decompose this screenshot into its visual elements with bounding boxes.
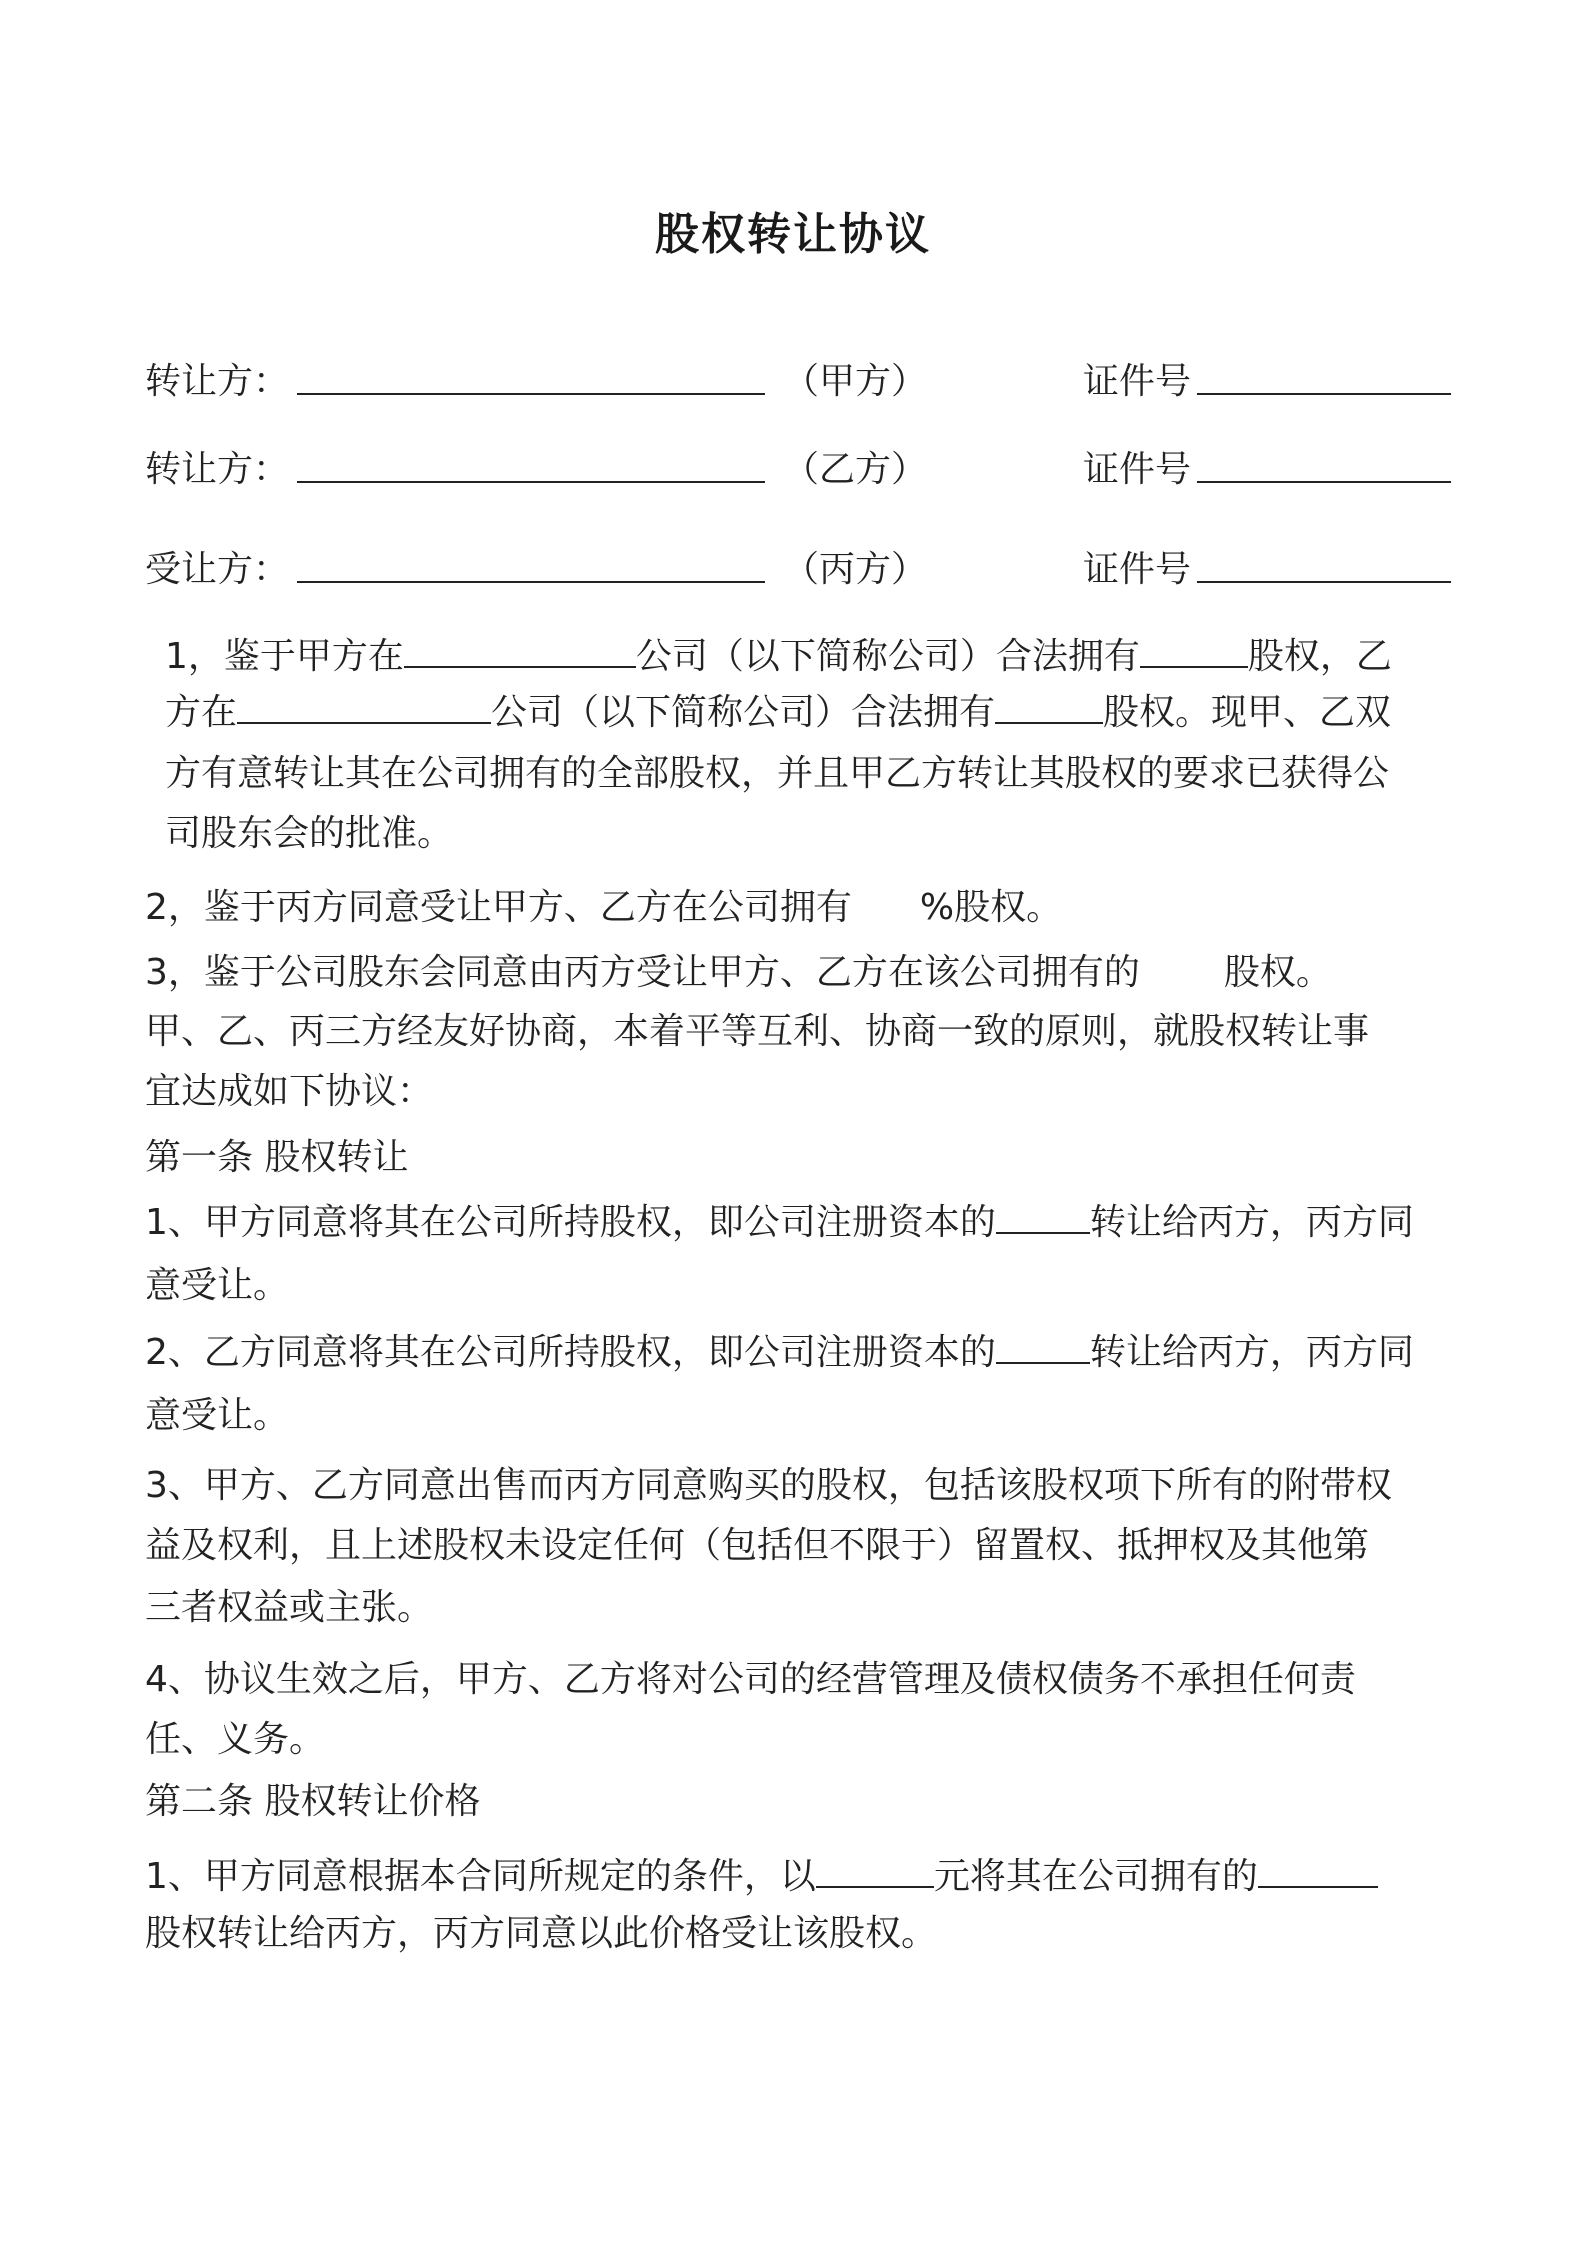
- article-2-heading: 第二条 股权转让价格: [145, 1781, 481, 1822]
- capital-ratio-blank[interactable]: [996, 1328, 1090, 1364]
- article-1-clause-1-line-2: 意受让。: [145, 1265, 290, 1306]
- intro-line-1: 甲、乙、丙三方经友好协商，本着平等互利、协商一致的原则，就股权转让事: [145, 1011, 1370, 1052]
- article-2-clause-1-line-1: [145, 1852, 1378, 1901]
- party-role: （乙方）: [783, 449, 928, 490]
- party-row-transferee: [145, 533, 1455, 593]
- clause-text: 1、甲方同意将其在公司所持股权，即公司注册资本的: [145, 1202, 996, 1243]
- article-1-clause-2-line-1: [145, 1328, 1414, 1377]
- recital-text: 股权。现甲、乙双: [1103, 692, 1392, 733]
- recital-text: 股权。: [1223, 952, 1332, 993]
- intro-line-2: 宜达成如下协议：: [145, 1071, 434, 1112]
- party-label: 转让方：: [145, 361, 290, 402]
- recital-text: 1，鉴于甲方在: [165, 636, 404, 677]
- price-blank[interactable]: [816, 1852, 934, 1888]
- article-1-heading: 第一条 股权转让: [145, 1137, 409, 1178]
- party-name-blank[interactable]: [297, 481, 765, 483]
- id-number-blank[interactable]: [1197, 481, 1451, 483]
- article-2-clause-1-line-2: 股权转让给丙方，丙方同意以此价格受让该股权。: [145, 1913, 938, 1954]
- party-row-transferor-b: [145, 433, 1455, 493]
- recital-text: 2，鉴于丙方同意受让甲方、乙方在公司拥有: [145, 887, 852, 928]
- recital-1-line-4: 司股东会的批准。: [165, 813, 454, 854]
- party-role: （丙方）: [783, 549, 928, 590]
- share-blank[interactable]: [995, 688, 1103, 724]
- recital-1-line-3: 方有意转让其在公司拥有的全部股权，并且甲乙方转让其股权的要求已获得公: [165, 753, 1390, 794]
- article-1-clause-4-line-1: 4、协议生效之后，甲方、乙方将对公司的经营管理及债权债务不承担任何责: [145, 1659, 1356, 1700]
- party-name-blank[interactable]: [297, 393, 765, 395]
- company-blank[interactable]: [404, 632, 636, 668]
- party-name-blank[interactable]: [297, 581, 765, 583]
- clause-text: 1、甲方同意根据本合同所规定的条件，以: [145, 1856, 816, 1897]
- recital-2: [145, 884, 1062, 932]
- party-label: 受让方：: [145, 549, 290, 590]
- recital-text: 股权，乙: [1247, 636, 1392, 677]
- id-number-blank[interactable]: [1197, 581, 1451, 583]
- article-1-clause-2-line-2: 意受让。: [145, 1395, 290, 1436]
- id-number-blank[interactable]: [1197, 393, 1451, 395]
- recital-text: 方在: [165, 692, 238, 733]
- recital-text: 公司（以下简称公司）合法拥有: [635, 636, 1140, 677]
- share-blank[interactable]: [1140, 632, 1248, 668]
- recital-text: %股权。: [919, 887, 1063, 928]
- id-number-label: 证件号: [1083, 549, 1192, 590]
- clause-text: 转让给丙方，丙方同: [1089, 1332, 1414, 1373]
- id-number-label: 证件号: [1083, 361, 1192, 402]
- article-1-clause-3-line-2: 益及权利，且上述股权未设定任何（包括但不限于）留置权、抵押权及其他第: [145, 1525, 1370, 1566]
- company-blank[interactable]: [237, 688, 491, 724]
- recital-1-line-1: [165, 632, 1392, 681]
- party-label: 转让方：: [145, 449, 290, 490]
- id-number-label: 证件号: [1083, 449, 1192, 490]
- clause-text: 2、乙方同意将其在公司所持股权，即公司注册资本的: [145, 1332, 996, 1373]
- recital-text: 3，鉴于公司股东会同意由丙方受让甲方、乙方在该公司拥有的: [145, 952, 1140, 993]
- clause-text: 转让给丙方，丙方同: [1089, 1202, 1414, 1243]
- document-title: 股权转让协议: [655, 209, 931, 260]
- party-role: （甲方）: [783, 361, 928, 402]
- article-1-clause-4-line-2: 任、义务。: [145, 1719, 326, 1760]
- capital-ratio-blank[interactable]: [996, 1198, 1090, 1234]
- share-blank[interactable]: [1258, 1852, 1378, 1888]
- clause-text: 元将其在公司拥有的: [933, 1856, 1258, 1897]
- article-1-clause-1-line-1: [145, 1198, 1414, 1247]
- article-1-clause-3-line-3: 三者权益或主张。: [145, 1587, 434, 1628]
- recital-1-line-2: [165, 688, 1391, 737]
- recital-3: [145, 949, 1332, 997]
- party-row-transferor-a: [145, 345, 1455, 405]
- article-1-clause-3-line-1: 3、甲方、乙方同意出售而丙方同意购买的股权，包括该股权项下所有的附带权: [145, 1465, 1392, 1506]
- recital-text: 公司（以下简称公司）合法拥有: [491, 692, 996, 733]
